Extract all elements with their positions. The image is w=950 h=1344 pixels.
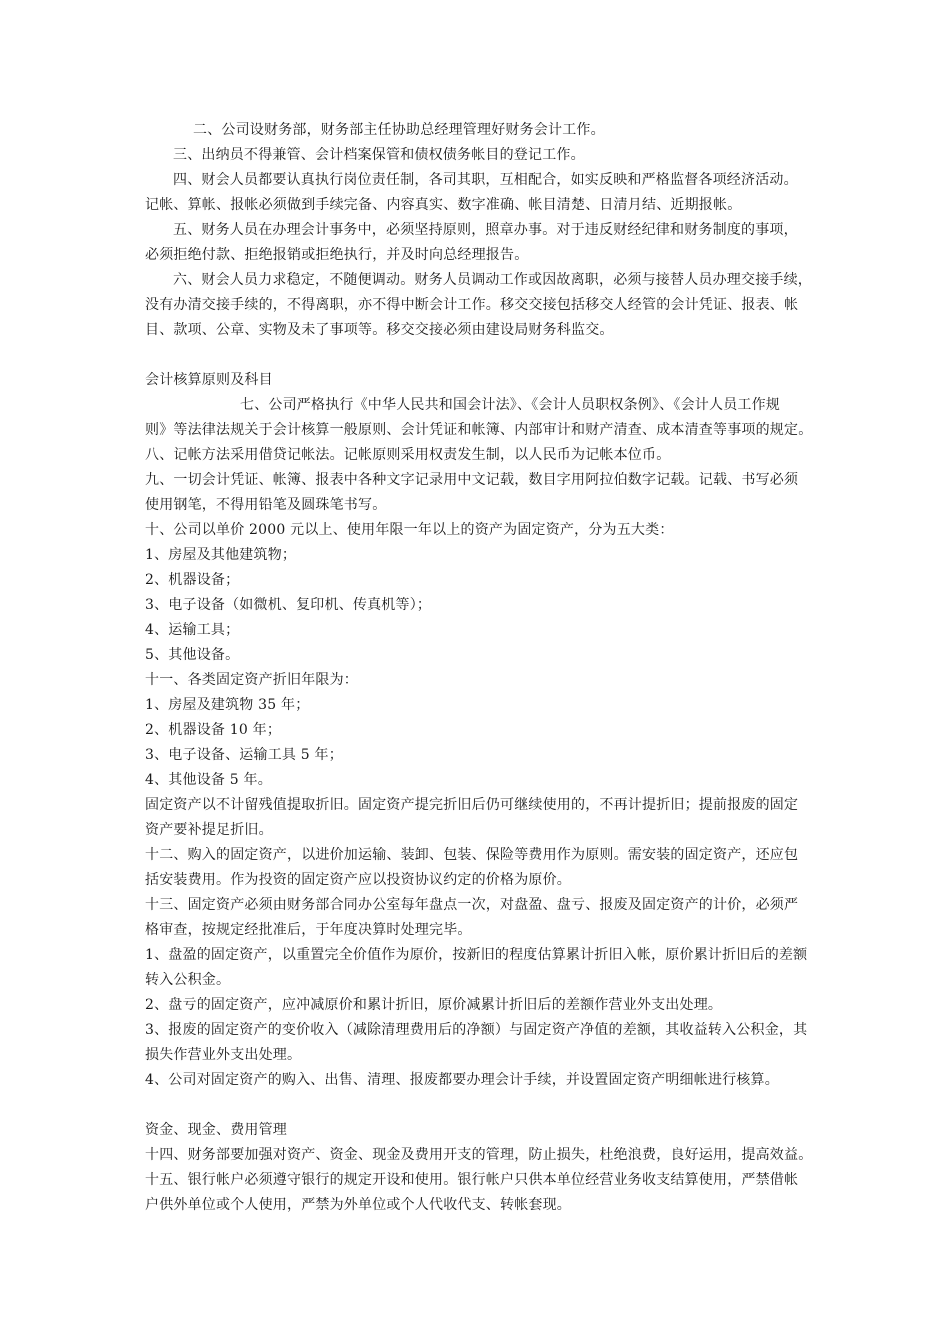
list-item: 1、房屋及其他建筑物；: [145, 547, 297, 563]
list-item-continuation: 损失作营业外支出处理。: [145, 1047, 302, 1063]
section-heading-accounting: 会计核算原则及科目: [145, 372, 273, 388]
list-item: 5、其他设备。: [145, 647, 240, 663]
list-item: 3、报废的固定资产的变价收入（减除清理费用后的净额）与固定资产净值的差额，其收益转入公积金，其: [145, 1022, 808, 1038]
clause-12-line-2: 括安装费用。作为投资的固定资产应以投资协议约定的价格为原价。: [145, 872, 571, 888]
list-item: 4、其他设备 5 年。: [145, 772, 272, 788]
clause-9-line-1: 九、一切会计凭证、帐簿、报表中各种文字记录用中文记载，数目字用阿拉伯数字记载。记载、书写必须: [145, 472, 799, 488]
list-item: 4、公司对固定资产的购入、出售、清理、报废都要办理会计手续，并设置固定资产明细帐进行核算。: [145, 1072, 779, 1088]
clause-11: 十一、各类固定资产折旧年限为：: [145, 672, 358, 688]
clause-3: 三、出纳员不得兼管、会计档案保管和债权债务帐目的登记工作。: [173, 147, 585, 163]
clause-15-line-2: 户供外单位或个人使用，严禁为外单位或个人代收代支、转帐套现。: [145, 1197, 571, 1213]
clause-14: 十四、财务部要加强对资产、资金、现金及费用开支的管理，防止损失，杜绝浪费，良好运用，提高效益。: [145, 1147, 813, 1163]
clause-6-line-3: 目、款项、公章、实物及未了事项等。移交交接必须由建设局财务科监交。: [145, 322, 614, 338]
list-item: 2、机器设备；: [145, 572, 240, 588]
clause-5-line-2: 必须拒绝付款、拒绝报销或拒绝执行，并及时向总经理报告。: [145, 247, 529, 263]
clause-6-line-1: 六、财会人员力求稳定，不随便调动。财务人员调动工作或因故离职，必须与接替人员办理交接手续，: [173, 272, 812, 288]
clause-7-line-1: 七、公司严格执行《中华人民共和国会计法》、《会计人员职权条例》、《会计人员工作规: [240, 397, 780, 413]
list-item: 2、机器设备 10 年；: [145, 722, 282, 738]
list-item-continuation: 转入公积金。: [145, 972, 231, 988]
clause-4-line-1: 四、财会人员都要认真执行岗位责任制，各司其职，互相配合，如实反映和严格监督各项经济活动。: [173, 172, 798, 188]
list-item: 1、盘盈的固定资产，以重置完全价值作为原价，按新旧的程度估算累计折旧入帐，原价累计折旧后的差额: [145, 947, 808, 963]
clause-10: 十、公司以单价 2000 元以上、使用年限一年以上的资产为固定资产，分为五大类：: [145, 522, 674, 538]
clause-2: 二、公司设财务部，财务部主任协助总经理管理好财务会计工作。: [193, 122, 605, 138]
list-item: 4、运输工具；: [145, 622, 240, 638]
list-item: 3、电子设备（如微机、复印机、传真机等）；: [145, 597, 432, 613]
clause-5-line-1: 五、财务人员在办理会计事务中，必须坚持原则，照章办事。对于违反财经纪律和财务制度的事项，: [173, 222, 798, 238]
clause-9-line-2: 使用钢笔，不得用铅笔及圆珠笔书写。: [145, 497, 387, 513]
clause-7-line-2: 则》等法律法规关于会计核算一般原则、会计凭证和帐簿、内部审计和财产清查、成本清查等事项的规定。: [145, 422, 813, 438]
clause-13-line-1: 十三、固定资产必须由财务部合同办公室每年盘点一次，对盘盈、盘亏、报废及固定资产的计价，必须严: [145, 897, 799, 913]
depreciation-note-line-1: 固定资产以不计留残值提取折旧。固定资产提完折旧后仍可继续使用的，不再计提折旧；提前报废的固定: [145, 797, 799, 813]
clause-8: 八、记帐方法采用借贷记帐法。记帐原则采用权责发生制，以人民币为记帐本位币。: [145, 447, 671, 463]
section-heading-funds: 资金、现金、费用管理: [145, 1122, 287, 1138]
list-item: 1、房屋及建筑物 35 年；: [145, 697, 310, 713]
clause-13-line-2: 格审查，按规定经批准后，于年度决算时处理完毕。: [145, 922, 472, 938]
depreciation-note-line-2: 资产要补提足折旧。: [145, 822, 273, 838]
list-item: 3、电子设备、运输工具 5 年；: [145, 747, 343, 763]
list-item: 2、盘亏的固定资产，应冲减原价和累计折旧，原价减累计折旧后的差额作营业外支出处理。: [145, 997, 723, 1013]
clause-12-line-1: 十二、购入的固定资产，以进价加运输、装卸、包装、保险等费用作为原则。需安装的固定资产，还应包: [145, 847, 799, 863]
clause-15-line-1: 十五、银行帐户必须遵守银行的规定开设和使用。银行帐户只供本单位经营业务收支结算使用，严禁借帐: [145, 1172, 799, 1188]
clause-4-line-2: 记帐、算帐、报帐必须做到手续完备、内容真实、数字准确、帐目清楚、日清月结、近期报帐。: [145, 197, 742, 213]
clause-6-line-2: 没有办清交接手续的，不得离职，亦不得中断会计工作。移交交接包括移交人经管的会计凭证、报表、帐: [145, 297, 799, 313]
